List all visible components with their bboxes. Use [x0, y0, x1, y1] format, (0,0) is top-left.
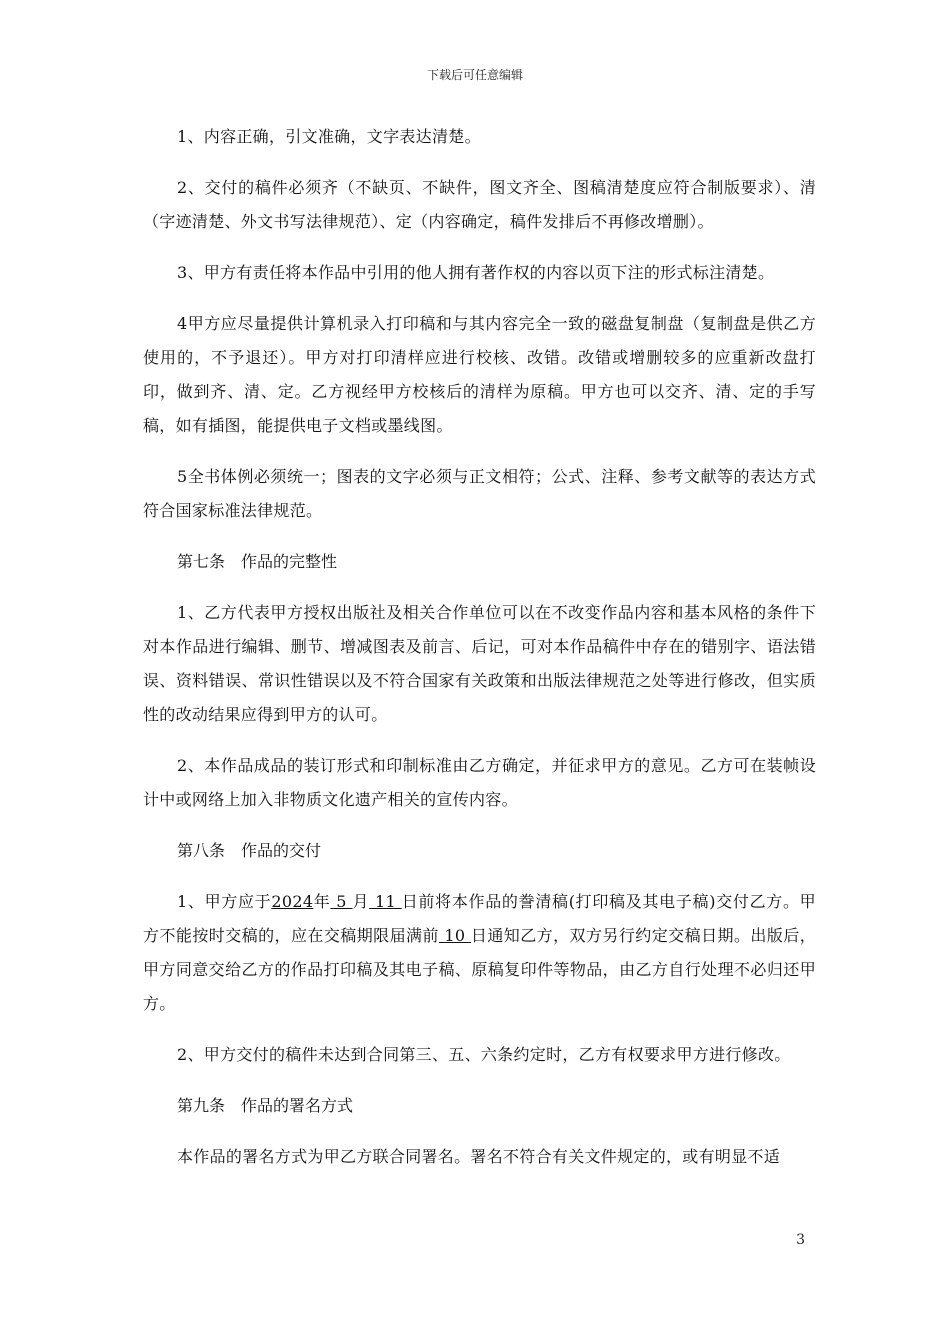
section-heading: 第九条 作品的署名方式	[177, 1096, 354, 1115]
section-heading: 第八条 作品的交付	[177, 841, 322, 860]
paragraph: 1、乙方代表甲方授权出版社及相关合作单位可以在不改变作品内容和基本风格的条件下对本作品进行编辑、删节、增减图表及前言、后记，可对本作品稿件中存在的错别字、语法错误、资料错误、常识性错误以及不符合国家有关政策和出版法律规范之处等进行修改，但实质性的改动结果应得到甲方的认可。	[143, 603, 816, 724]
day-fill-in: 11	[369, 892, 402, 911]
paragraph: 1、内容正确，引文准确，文字表达清楚。	[177, 127, 481, 146]
text-fragment: 年	[313, 892, 331, 911]
section-heading: 第七条 作品的完整性	[177, 552, 338, 571]
text-fragment: 1、甲方应于	[177, 892, 272, 911]
text-fragment: 月	[352, 892, 370, 911]
paragraph: 5全书体例必须统一；图表的文字必须与正文相符；公式、注释、参考文献等的表达方式符合国家标准法律规范。	[143, 467, 816, 520]
paragraph: 2、甲方交付的稿件未达到合同第三、五、六条约定时，乙方有权要求甲方进行修改。	[177, 1045, 791, 1064]
text-fragment: 日前将本作品的誊清稿(打印稿及其电子稿)交付乙方。甲方不能按时交稿的，应在交稿期限届满前	[143, 892, 816, 945]
paragraph: 4甲方应尽量提供计算机录入打印稿和与其内容完全一致的磁盘复制盘（复制盘是供乙方使用的，不予退还）。甲方对打印清样应进行校核、改错。改错或增删较多的应重新改盘打印，做到齐、清、定。乙方视经甲方校核后的清样为原稿。甲方也可以交齐、清、定的手写稿，如有插图，能提供电子文档或墨线图。	[143, 314, 816, 435]
page-header: 下载后可任意编辑	[426, 68, 523, 82]
paragraph	[143, 885, 816, 1021]
document-body	[143, 120, 816, 1191]
text-fragment: 日通知乙方，双方另行约定交稿日期。出版后，甲方同意交给乙方的作品打印稿及其电子稿、原稿复印件等物品，由乙方自行处理不必归还甲方。	[143, 926, 816, 1013]
paragraph: 3、甲方有责任将本作品中引用的他人拥有著作权的内容以页下注的形式标注清楚。	[177, 263, 775, 282]
paragraph: 2、本作品成品的装订形式和印制标准由乙方确定，并征求甲方的意见。乙方可在装帧设计中或网络上加入非物质文化遗产相关的宣传内容。	[143, 756, 816, 809]
notice-days-fill-in: 10	[438, 926, 471, 945]
paragraph: 2、交付的稿件必须齐（不缺页、不缺件，图文齐全、图稿清楚度应符合制版要求）、清（字迹清楚、外文书写法律规范）、定（内容确定，稿件发排后不再修改增删）。	[143, 178, 816, 231]
month-fill-in: 5	[330, 892, 353, 911]
paragraph: 本作品的署名方式为甲乙方联合同署名。署名不符合有关文件规定的，或有明显不适	[177, 1147, 781, 1166]
year-fill-in: 2024	[271, 892, 314, 911]
page-number: 3	[796, 1232, 805, 1248]
